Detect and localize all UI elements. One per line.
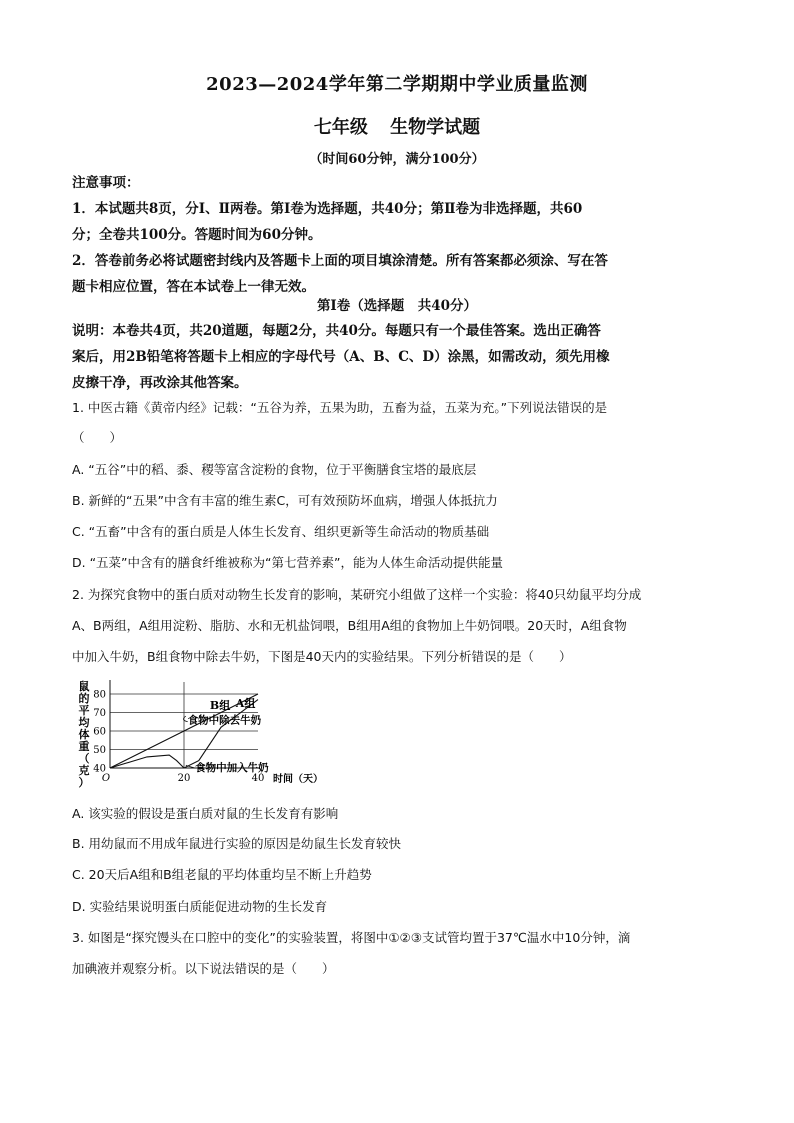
q1-option-d: D. “五菜”中含有的膳食纤维被称为“第七营养素”，能为人体生命活动提供能量 xyxy=(72,555,503,570)
q2-stem-line2: A、B两组，A组用淀粉、脂肪、水和无机盐饲喂，B组用A组的食物加上牛奶饲喂。20天时，A组食物 xyxy=(72,618,627,633)
section1-desc-line3: 皮擦干净，再改涂其他答案。 xyxy=(72,375,248,391)
chart-annotation-add-milk: 食物中加入牛奶 xyxy=(195,761,269,774)
notice-item2-line2: 题卡相应位置，答在本试卷上一律无效。 xyxy=(72,279,315,295)
notice-item1-line1: 1．本试题共8页，分Ⅰ、Ⅱ两卷。第Ⅰ卷为选择题，共40分；第Ⅱ卷为非选择题，共60 xyxy=(72,201,583,217)
q1-option-a: A. “五谷”中的稻、黍、稷等富含淀粉的食物，位于平衡膳食宝塔的最底层 xyxy=(72,462,477,477)
exam-title: 2023—2024学年第二学期期中学业质量监测 xyxy=(206,74,588,95)
chart-ylabel-char: 平 xyxy=(78,704,90,717)
chart-y-tick-label: 70 xyxy=(93,708,106,719)
exam-subtitle xyxy=(0,113,794,139)
weight-chart xyxy=(72,676,332,796)
subject-label: 生物学试题 xyxy=(390,117,481,138)
q3-stem-line2: 加碘液并观察分析。以下说法错误的是（ ） xyxy=(72,961,335,976)
q2-stem-line3: 中加入牛奶，B组食物中除去牛奶，下图是40天内的实验结果。下列分析错误的是（ ） xyxy=(72,649,572,664)
section1-desc-line2: 案后，用2B铅笔将答题卡上相应的字母代号（A、B、C、D）涂黑，如需改动，须先用橡 xyxy=(72,349,610,365)
chart-x-tick-label: 20 xyxy=(177,773,191,784)
q1-stem-line2: （ ） xyxy=(72,430,123,445)
chart-y-tick-label: 60 xyxy=(93,726,106,738)
chart-series-label-b: B组 xyxy=(209,698,231,712)
chart-ylabel-char: ） xyxy=(78,776,90,789)
q1-option-b: B. 新鲜的“五果”中含有丰富的维生素C，可有效预防坏血病，增强人体抵抗力 xyxy=(72,493,498,508)
chart-y-tick-label: 40 xyxy=(93,763,106,775)
q1-option-c: C. “五畜”中含有的蛋白质是人体生长发育、组织更新等生命活动的物质基础 xyxy=(72,524,490,539)
q2-option-b: B. 用幼鼠而不用成年鼠进行实验的原因是幼鼠生长发育较快 xyxy=(72,836,402,851)
q3-stem-line1: 3. 如图是“探究馒头在口腔中的变化”的实验装置，将图中①②③支试管均置于37℃温水中10分钟，滴 xyxy=(72,930,631,945)
grade-label: 七年级 xyxy=(313,117,368,138)
chart-ylabel-char: 体 xyxy=(78,728,90,741)
chart-ylabel-char: 鼠 xyxy=(78,680,90,693)
chart-series-label-a: A组 xyxy=(235,696,256,710)
chart-ylabel-char: 的 xyxy=(78,692,90,705)
chart-ylabel-char: （ xyxy=(78,752,90,765)
section1-desc xyxy=(72,318,722,396)
notice-heading: 注意事项： xyxy=(72,175,140,191)
chart-y-tick-label: 80 xyxy=(93,689,106,701)
q2-stem-line1: 2. 为探究食物中的蛋白质对动物生长发育的影响，某研究小组做了这样一个实验：将40只幼鼠平均分成 xyxy=(72,587,642,602)
chart-xlabel: 时间（天） xyxy=(273,774,323,785)
chart-x-tick-label: O xyxy=(101,773,111,784)
section1-desc-line1: 说明：本卷共4页，共20道题，每题2分，共40分。每题只有一个最佳答案。选出正确答 xyxy=(72,323,601,339)
q1-stem-line1: 1. 中医古籍《黄帝内经》记载：“五谷为养，五果为助，五畜为益，五菜为充。”下列说法错误的是 xyxy=(72,400,608,415)
chart-ylabel-char: 重 xyxy=(78,740,90,753)
notice-item2-line1: 2．答卷前务必将试题密封线内及答题卡上面的项目填涂清楚。所有答案都必须涂、写在答 xyxy=(72,253,608,269)
q2-option-c: C. 20天后A组和B组老鼠的平均体重均呈不断上升趋势 xyxy=(72,867,372,882)
section1-title: 第Ⅰ卷（选择题 共40分） xyxy=(316,298,478,314)
chart-y-tick-label: 50 xyxy=(93,745,106,756)
chart-annotation-remove-milk: 食物中除去牛奶 xyxy=(187,714,262,727)
chart-ylabel-char: 均 xyxy=(78,716,90,729)
notice-section xyxy=(72,170,722,300)
chart-x-tick-label: 40 xyxy=(251,773,265,784)
notice-item1-line2: 分；全卷共100分。答题时间为60分钟。 xyxy=(72,227,322,243)
time-info: （时间60分钟，满分100分） xyxy=(309,152,485,167)
chart-ylabel-char: 克 xyxy=(78,764,90,777)
q2-option-a: A. 该实验的假设是蛋白质对鼠的生长发育有影响 xyxy=(72,806,339,821)
q2-option-d: D. 实验结果说明蛋白质能促进动物的生长发育 xyxy=(72,899,328,914)
